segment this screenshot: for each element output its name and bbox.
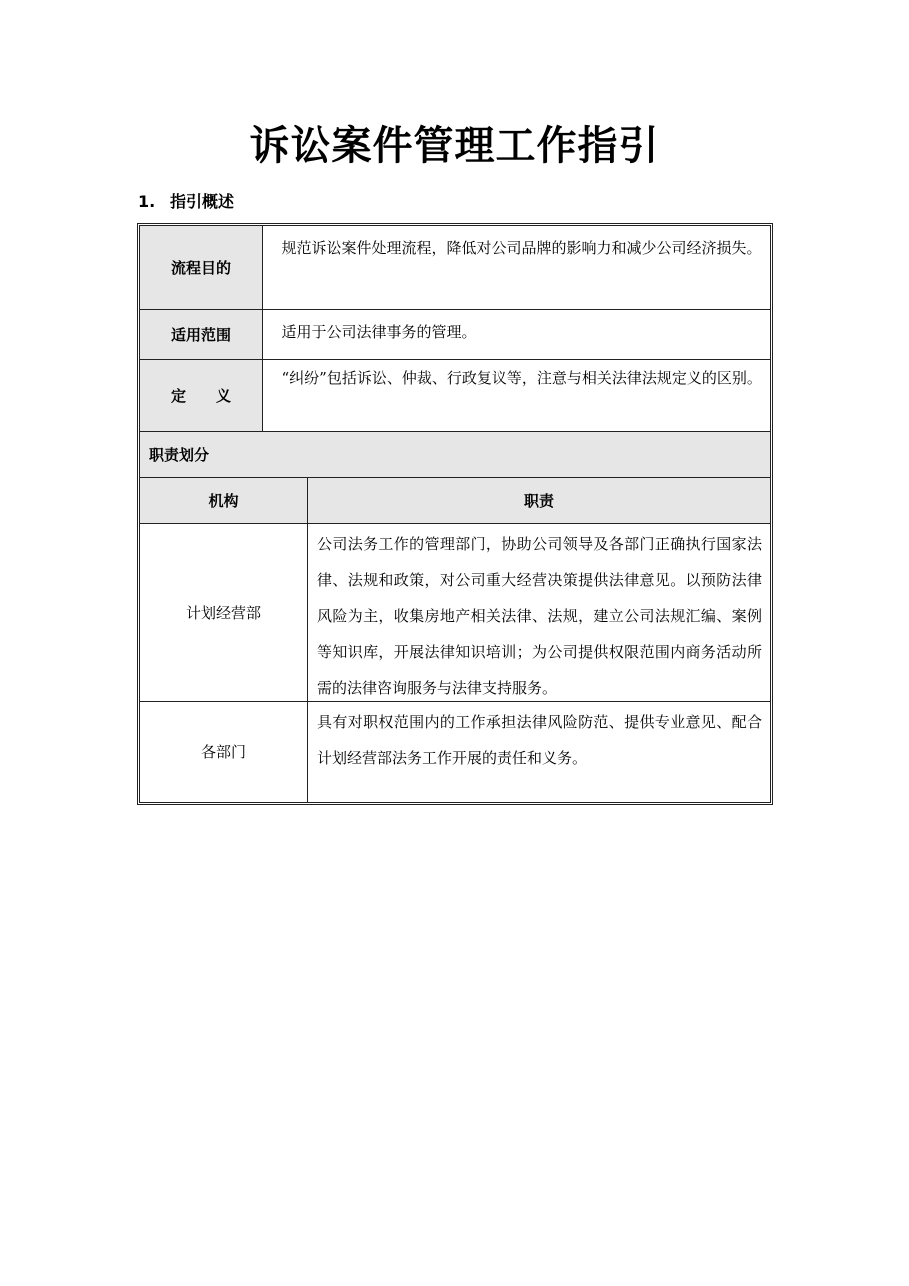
row-label-definition: 定 义 xyxy=(140,360,263,431)
table-row xyxy=(140,702,770,802)
page-title: 诉讼案件管理工作指引 xyxy=(249,123,660,169)
section-heading xyxy=(138,190,234,214)
overview-row-definition xyxy=(140,360,770,432)
section-heading-text: 指引概述 xyxy=(170,192,235,211)
overview-table xyxy=(137,223,773,805)
responsibility-heading: 职责划分 xyxy=(140,432,770,478)
row-value-definition: “纠纷”包括诉讼、仲裁、行政复议等，注意与相关法律法规定义的区别。 xyxy=(281,369,762,387)
section-number: 1. xyxy=(138,192,156,211)
duty-cell: 具有对职权范围内的工作承担法律风险防范、提供专业意见、配合计划经营部法务工作开展的责任和义务。 xyxy=(317,713,762,767)
org-cell: 各部门 xyxy=(140,702,308,802)
row-label-scope: 适用范围 xyxy=(140,310,263,359)
overview-row-purpose xyxy=(140,226,770,310)
column-header-duty: 职责 xyxy=(308,478,770,523)
responsibility-header-row xyxy=(140,478,770,524)
row-label-purpose: 流程目的 xyxy=(140,226,263,309)
column-header-org: 机构 xyxy=(140,478,308,523)
overview-row-scope xyxy=(140,310,770,360)
org-cell: 计划经营部 xyxy=(140,524,308,701)
row-value-purpose: 规范诉讼案件处理流程，降低对公司品牌的影响力和减少公司经济损失。 xyxy=(281,239,762,257)
duty-cell: 公司法务工作的管理部门，协助公司领导及各部门正确执行国家法律、法规和政策，对公司重大经营决策提供法律意见。以预防法律风险为主，收集房地产相关法律、法规，建立公司法规汇编、案例等知识库，开展法律知识培训；为公司提供权限范围内商务活动所需的法律咨询服务与法律支持服务。 xyxy=(317,535,762,697)
table-row xyxy=(140,524,770,702)
row-value-scope: 适用于公司法律事务的管理。 xyxy=(281,323,477,341)
